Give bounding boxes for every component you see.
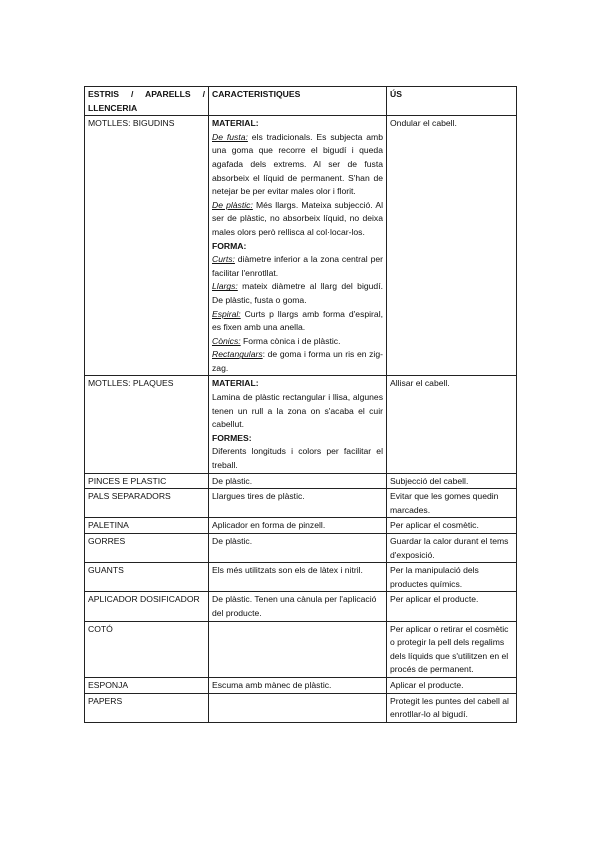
table-row — [85, 116, 517, 376]
table-row — [85, 376, 517, 473]
term-label: Espiral: — [212, 308, 241, 319]
row-use: Ondular el cabell. — [387, 116, 517, 376]
table-row — [85, 534, 517, 563]
term-label: De fusta: — [212, 131, 248, 142]
term-label: Curts: — [212, 254, 235, 265]
material-description: Lamina de plàstic rectangular i llisa, algunes tenen un rull a la zona on s'acaba el cuir cabellut. — [212, 392, 383, 430]
row-characteristics: Aplicador en forma de pinzell. — [209, 518, 387, 534]
row-item: MOTLLES: PLAQUES — [85, 376, 209, 473]
row-use: Allisar el cabell. — [387, 376, 517, 473]
row-use: Per aplicar el cosmètic. — [387, 518, 517, 534]
table-row — [85, 592, 517, 621]
row-characteristics — [209, 621, 387, 677]
row-item: ESPONJA — [85, 677, 209, 693]
table-row — [85, 563, 517, 592]
row-item: PALETINA — [85, 518, 209, 534]
row-characteristics: De plàstic. Tenen una cànula per l'aplicació del producte. — [209, 592, 387, 621]
form-heading: FORMA: — [212, 240, 247, 251]
term-description: mateix diàmetre al llarg del bigudí. De plàstic, fusta o goma. — [212, 281, 383, 305]
term-description: : de goma i forma un ris en zig-zag. — [212, 349, 383, 373]
term-description: Forma cònica i de plàstic. — [240, 335, 341, 346]
term-description: Curts p llargs amb forma d'espiral, es fixen amb una anella. — [212, 308, 383, 333]
row-use: Evitar que les gomes quedin marcades. — [387, 489, 517, 518]
forms-heading: FORMES: — [212, 432, 252, 443]
term-label: Rectangulars — [212, 349, 263, 360]
row-use: Guardar la calor durant el tems d'exposició. — [387, 534, 517, 563]
header-characteristics: CARACTERISTIQUES — [209, 87, 387, 116]
row-characteristics — [209, 376, 387, 473]
table-row — [85, 621, 517, 677]
row-item: PINCES E PLASTIC — [85, 473, 209, 489]
row-characteristics: De plàstic. — [209, 473, 387, 489]
row-use: Per aplicar o retirar el cosmètic o protegir la pell dels regalims dels líquids que s'utilitzen en el procés de permanent. — [387, 621, 517, 677]
table-row — [85, 677, 517, 693]
term-description: els tradicionals. Es subjecta amb una goma que recorre el bigudí i queda agafada dels extrems. Al ser de fusta absorbeix el líquid de permanent. S'han de netejar be per evitar males olor i florit. — [212, 131, 383, 197]
table-row — [85, 693, 517, 722]
table-header-row — [85, 87, 517, 116]
term-label: De plàstic: — [212, 199, 253, 210]
material-heading: MATERIAL: — [212, 118, 259, 129]
forms-description: Diferents longituds i colors per facilitar el treball. — [212, 446, 383, 471]
row-characteristics: Llargues tires de plàstic. — [209, 489, 387, 518]
row-characteristics — [209, 693, 387, 722]
row-item: MOTLLES: BIGUDINS — [85, 116, 209, 376]
tools-table — [84, 86, 517, 723]
row-item: GUANTS — [85, 563, 209, 592]
table-row — [85, 518, 517, 534]
term-label: Cònics: — [212, 335, 241, 346]
row-item: PAPERS — [85, 693, 209, 722]
table-row — [85, 489, 517, 518]
row-item: COTÓ — [85, 621, 209, 677]
row-item: PALS SEPARADORS — [85, 489, 209, 518]
row-use: Protegit les puntes del cabell al enrotllar-lo al bigudí. — [387, 693, 517, 722]
row-characteristics: Escuma amb mànec de plàstic. — [209, 677, 387, 693]
table-row — [85, 473, 517, 489]
row-item: GORRES — [85, 534, 209, 563]
row-use: Per la manipulació dels productes químics. — [387, 563, 517, 592]
row-use: Aplicar el producte. — [387, 677, 517, 693]
header-tools: ESTRIS / APARELLS / LLENCERIA — [85, 87, 209, 116]
row-item: APLICADOR DOSIFICADOR — [85, 592, 209, 621]
term-label: Llargs: — [212, 281, 238, 292]
row-use: Subjecció del cabell. — [387, 473, 517, 489]
term-description: Més llargs. Mateixa subjecció. Al ser de plàstic, no absorbeix líquid, no deixa males olors però rellisca al col·locar-los. — [212, 199, 383, 237]
row-characteristics: De plàstic. — [209, 534, 387, 563]
material-heading: MATERIAL: — [212, 378, 259, 389]
header-use: ÚS — [387, 87, 517, 116]
row-use: Per aplicar el producte. — [387, 592, 517, 621]
term-description: diàmetre inferior a la zona central per facilitar l'enrotllat. — [212, 254, 383, 278]
row-characteristics — [209, 116, 387, 376]
row-characteristics: Els més utilitzats son els de làtex i nitril. — [209, 563, 387, 592]
